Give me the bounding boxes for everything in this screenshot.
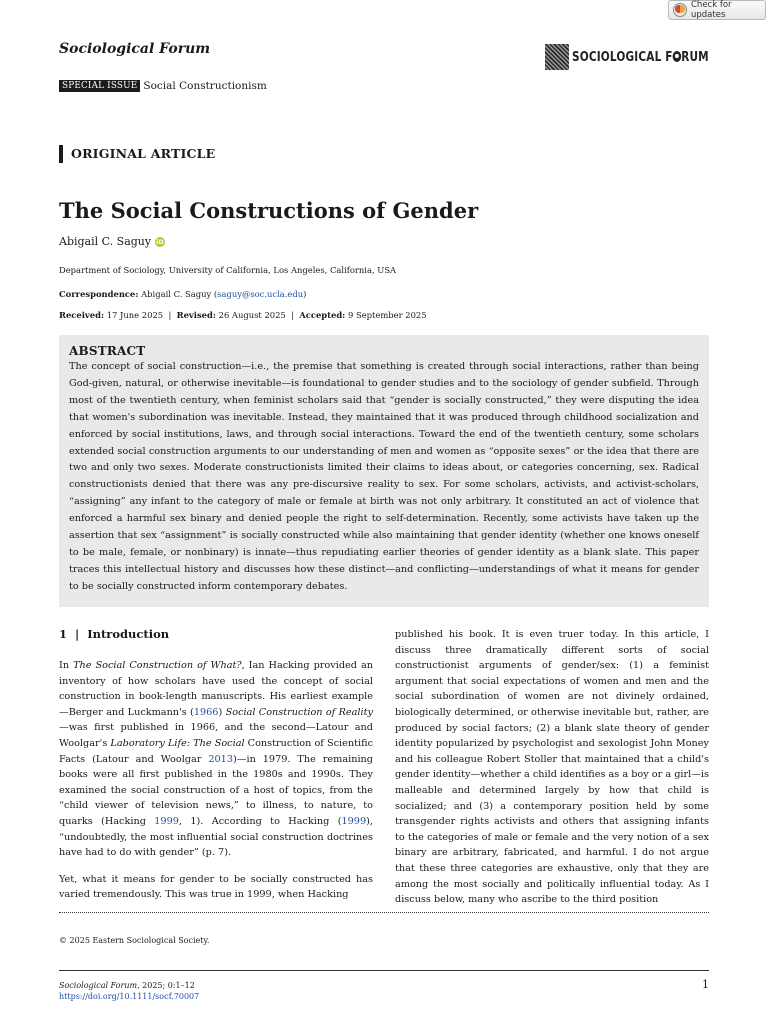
email-link[interactable]: saguy@soc.ucla.edu: [217, 289, 304, 299]
crossmark-icon: [673, 3, 687, 17]
special-issue-tag: SPECIAL ISSUE: [59, 80, 140, 92]
special-issue-topic: Social Constructionism: [143, 80, 267, 92]
intro-paragraph-2: Yet, what it means for gender to be socially constructed has varied tremendously. This was true in 1999, when Hacking: [59, 873, 373, 901]
copyright-notice: © 2025 Eastern Sociological Society.: [59, 936, 210, 945]
special-issue-line: [59, 80, 267, 92]
journal-name: Sociological Forum: [59, 41, 211, 57]
check-for-updates-label: Check for updates: [691, 0, 732, 20]
author-line: [59, 235, 165, 248]
intro-paragraph-continued: published his book. It is even truer today. In this article, I discuss three dramatically different sorts of social constructionist arguments of gender/sex: (1) a feminist argument that social expectations of women and men and the social subordination of women are not divinely ordained, biologically determined, or otherwise inevitable but, rather, are produced by social factors; (2) a blank slate theory of gender identity popularized by psychologist and sexologist John Money and his colleague Robert Stoller that maintained that a child's gender identity—whether a child identifies as a boy or a girl—is malleable and determined largely by how that child is socialized; and (3) a contemporary position held by some transgender rights activists and others that assigning infants to the categories of male or female and the very notion of a sex binary are arbitrary, fabricated, and harmful. I do not argue that these three categories are exhaustive, only that they are among the most socially and politically influential today. As I discuss below, many who ascribe to the third position: [395, 629, 709, 906]
revised-date: 26 August 2025: [218, 310, 286, 320]
received-date: 17 June 2025: [106, 310, 164, 320]
abstract-text: The concept of social construction—i.e., the premise that something is created through social interactions, rather than being God-given, natural, or otherwise inevitable—is foundational to gender studies and to the sociology of gender subfield. Through most of the twentieth century, when feminist scholars said that “gender is socially constructed,” they were disputing the idea that women's subordination was inevitable. Instead, they maintained that it was produced through childhood socialization and enforced by social institutions, laws, and through social interactions. Toward the end of the twentieth century, some scholars extended social construction arguments to our understanding of men and women as “opposite sexes” or the idea that there are two and only two sexes. Moderate constructionists limited their claims to ideas about, or categories concerning, sex. Radical constructionists denied that there was any pre-discursive reality to sex. For some scholars, activists, and activist-scholars, “assigning” any infant to the category of male or female at birth was not only arbitrary. It constituted an act of violence that enforced a harmful sex binary and denied people the right to self-determination. Recently, some activists have taken up the assertion that sex “assignment” is socially constructed while also maintaining that gender identity (whether one knows oneself to be male, female, or nonbinary) is innate—thus repudiating earlier theories of gender identity as a blank slate. This paper traces this intellectual history and discusses how these distinct—and conflicting—understandings of what it means for gender to be socially constructed inform contemporary debates.: [69, 361, 699, 592]
doi-link[interactable]: https://doi.org/10.1111/socf.70007: [59, 992, 200, 1001]
citation-link[interactable]: 1966: [193, 706, 219, 718]
journal-logo-text: SOCIOLOGICAL F RUM: [572, 49, 709, 65]
citation-link[interactable]: 1999: [154, 815, 179, 827]
accepted-date: 9 September 2025: [347, 310, 427, 320]
check-for-updates-button[interactable]: [668, 0, 766, 20]
abstract-box: [59, 335, 709, 607]
article-title: The Social Constructions of Gender: [59, 198, 479, 223]
intro-paragraph-1: In The Social Construction of What?, Ian Hacking provided an inventory of how scholars have used the concept of social construction in book-length manuscripts. His earliest example—Berger and Luckmann's (1966) Social Construction of Reality—was first published in 1966, and the second—Latour and Woolgar's Laboratory Life: The Social Construction of Scientific Facts (Latour and Woolgar 2013)—in 1979. The remaining books were all first published in the 1980s and 1990s. They examined the social construction of a host of topics, from the “child viewer of television news,” to illness, to nature, to quarks (Hacking 1999, 1). According to Hacking (1999), “undoubtedly, the most influential social construction doctrines have had to do with gender” (p. 7).: [59, 660, 373, 859]
right-column-body: [395, 627, 709, 908]
left-column-body: [59, 658, 373, 903]
orcid-icon[interactable]: iD: [156, 237, 164, 246]
footer-citation: Sociological Forum, 2025; 0:1–12 https://doi.org/10.1111/socf.70007: [59, 981, 200, 1001]
journal-logo: [545, 44, 747, 70]
abstract-heading: ABSTRACT: [69, 344, 146, 358]
article-type: ORIGINAL ARTICLE: [59, 145, 215, 163]
citation-link[interactable]: 2013: [208, 753, 234, 765]
citation-link[interactable]: 1999: [341, 815, 367, 827]
page-number: 1: [702, 978, 709, 991]
footnote-divider: [59, 912, 709, 913]
article-dates: Received: 17 June 2025 | Revised: 26 August 2025 | Accepted: 9 September 2025: [59, 310, 427, 320]
correspondence: Correspondence: Abigail C. Saguy (saguy@soc.ucla.edu): [59, 289, 307, 299]
author-name[interactable]: Abigail C. Saguy: [59, 235, 152, 248]
footer-journal: Sociological Forum: [59, 981, 138, 990]
journal-logo-mark-icon: [545, 44, 569, 70]
section-heading-introduction: 1 | Introduction: [59, 627, 170, 641]
logo-o-icon: [673, 51, 682, 62]
affiliation: Department of Sociology, University of California, Los Angeles, California, USA: [59, 265, 397, 275]
footer-divider: [59, 970, 709, 971]
